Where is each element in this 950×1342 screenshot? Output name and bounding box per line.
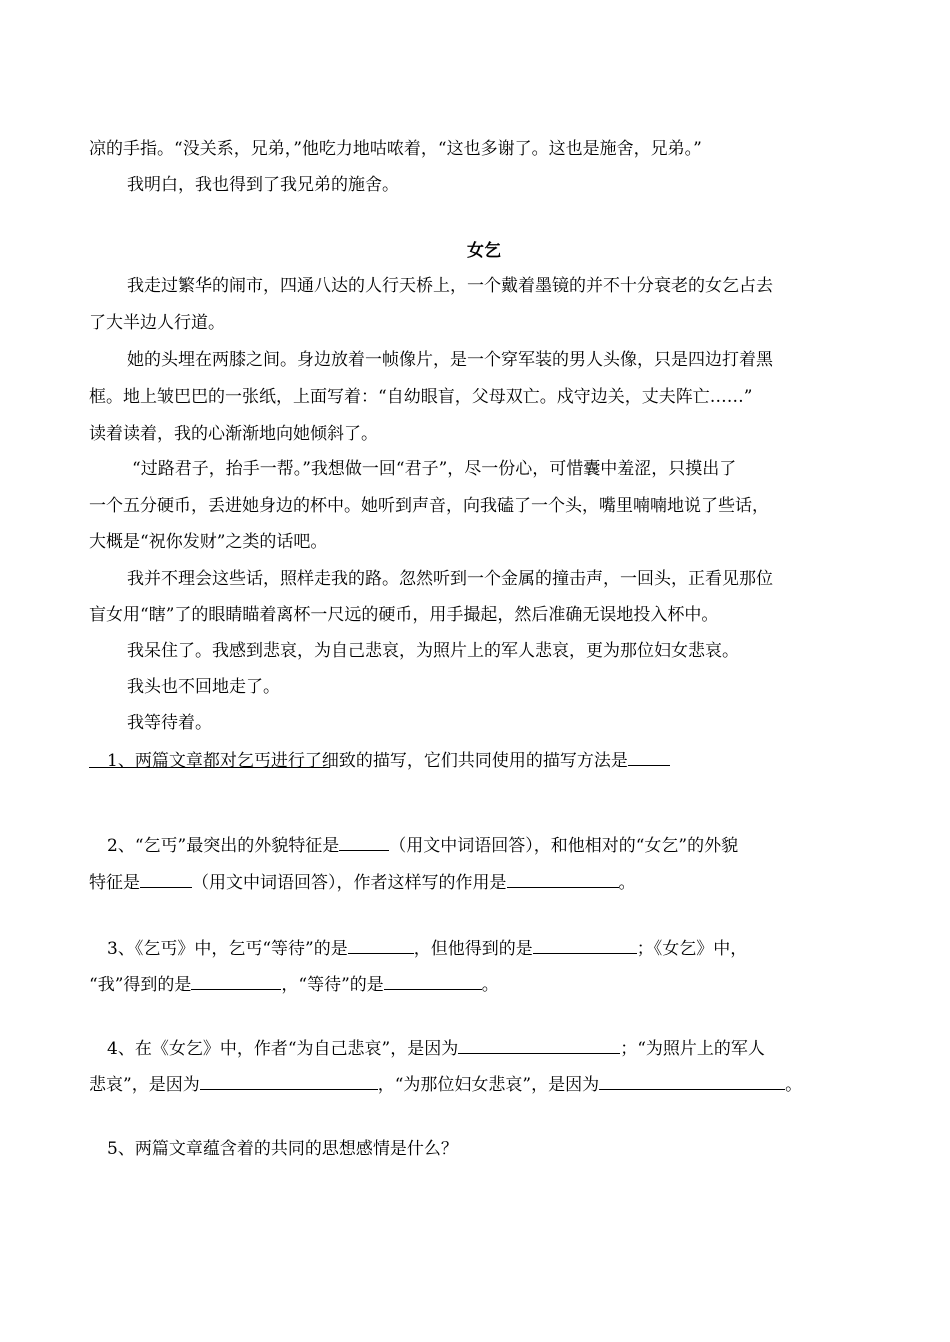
question-text: ；“为照片上的军人 [620, 1039, 765, 1059]
paragraph-line: 了大半边人行道。 [89, 313, 225, 333]
question-text: 悲哀”，是因为 [89, 1075, 200, 1095]
answer-blank[interactable] [507, 870, 619, 888]
question-text: （用文中词语回答），和他相对的“女乞”的外貌 [389, 836, 739, 856]
question-text: 1、两篇文章都对乞丐进行了细致的描写，它们共同使用的描写方法是 [107, 751, 628, 771]
article-title: 女乞 [467, 241, 501, 261]
question-text: 。 [481, 975, 499, 995]
paragraph-line: 大概是“祝你发财”之类的话吧。 [89, 532, 328, 552]
answer-blank[interactable] [348, 936, 414, 954]
question-text: （用文中词语回答），作者这样写的作用是 [192, 873, 507, 893]
question-text: ，“等待”的是 [281, 975, 384, 995]
paragraph-line: 一个五分硬币，丢进她身边的杯中。她听到声音，向我磕了一个头，嘴里喃喃地说了些话， [89, 496, 769, 516]
question-2 [107, 833, 738, 857]
question-text: 4、在《女乞》中，作者“为自己悲哀”，是因为 [107, 1039, 459, 1059]
question-text: “我”得到的是 [89, 975, 192, 995]
question-text: 。 [785, 1075, 803, 1095]
paragraph-line: 我头也不回地走了。 [127, 677, 280, 697]
paragraph-line: 读着读着，我的心渐渐地向她倾斜了。 [89, 424, 378, 444]
paragraph-line: 我并不理会这些话，照样走我的路。忽然听到一个金属的撞击声，一回头，正看见那位 [127, 569, 773, 589]
paragraph-line: 我明白，我也得到了我兄弟的施舍。 [127, 175, 399, 195]
answer-blank[interactable] [140, 870, 192, 888]
answer-blank[interactable] [458, 1036, 620, 1054]
paragraph-line: “过路君子，抬手一帮。”我想做一回“君子”，尽一份心，可惜囊中羞涩，只摸出了 [132, 459, 737, 479]
answer-blank[interactable] [89, 767, 330, 768]
question-text: ，但他得到的是 [413, 939, 533, 959]
answer-blank[interactable] [599, 1072, 785, 1090]
paragraph-line: 我走过繁华的闹市，四通八达的人行天桥上，一个戴着墨镜的并不十分衰老的女乞占去 [127, 276, 773, 296]
question-text: ，“为那位妇女悲哀”，是因为 [377, 1075, 600, 1095]
paragraph-line: 她的头埋在两膝之间。身边放着一帧像片，是一个穿军装的男人头像，只是四边打着黑 [127, 350, 773, 370]
answer-blank[interactable] [200, 1072, 378, 1090]
question-text: ；《女乞》中， [636, 939, 748, 959]
paragraph-line: 凉的手指。“没关系，兄弟，”他吃力地咕哝着，“这也多谢了。这也是施舍，兄弟。” [89, 139, 702, 159]
answer-blank[interactable] [533, 936, 637, 954]
paragraph-line: 我等待着。 [127, 713, 212, 733]
question-4-cont [89, 1072, 802, 1096]
answer-blank[interactable] [628, 748, 670, 766]
paragraph-line: 我呆住了。我感到悲哀，为自己悲哀，为照片上的军人悲哀，更为那位妇女悲哀。 [127, 641, 739, 661]
question-3 [107, 936, 747, 960]
paragraph-line: 框。地上皱巴巴的一张纸，上面写着：“自幼眼盲，父母双亡。戍守边关，丈夫阵亡……” [89, 387, 753, 407]
question-text: 特征是 [89, 873, 140, 893]
question-text: 2、“乞丐”最突出的外貌特征是 [107, 836, 340, 856]
answer-blank[interactable] [191, 972, 281, 990]
answer-blank[interactable] [339, 833, 389, 851]
answer-blank[interactable] [384, 972, 482, 990]
question-1 [107, 748, 670, 772]
question-3-cont [89, 972, 499, 996]
question-5: 5、两篇文章蕴含着的共同的思想感情是什么？ [107, 1139, 458, 1159]
question-4 [107, 1036, 765, 1060]
question-2-cont [89, 870, 636, 894]
question-text: 3、《乞丐》中，乞丐“等待”的是 [107, 939, 348, 959]
paragraph-line: 盲女用“瞎”了的眼睛瞄着离杯一尺远的硬币，用手撮起，然后准确无误地投入杯中。 [89, 605, 719, 625]
question-text: 。 [618, 873, 636, 893]
